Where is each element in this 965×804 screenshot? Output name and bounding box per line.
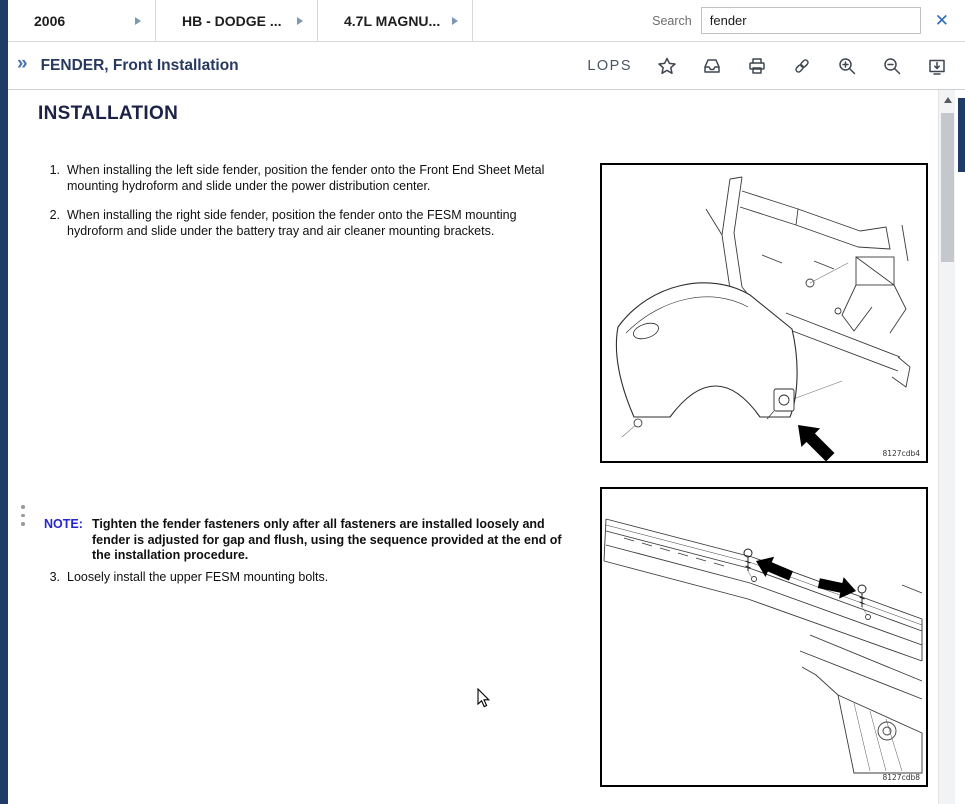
window-left-edge bbox=[0, 0, 8, 804]
splitter-handle[interactable] bbox=[21, 505, 25, 526]
search-input[interactable] bbox=[701, 7, 921, 34]
scroll-up-icon bbox=[944, 97, 952, 103]
step-3-number: 3. bbox=[49, 570, 60, 584]
step-1-text: When installing the left side fender, position the fender onto the Front End Sheet Metal mounting hydroform and slide under the power distribution center. bbox=[67, 163, 545, 193]
figure-fender-fesm-illustration bbox=[602, 165, 926, 461]
close-icon[interactable] bbox=[935, 12, 949, 29]
title-toolbar bbox=[8, 42, 965, 90]
breadcrumb-engine-label: 4.7L MAGNU... bbox=[344, 12, 441, 29]
figure-cowl-bolts-illustration bbox=[602, 489, 926, 785]
send-to-screen-icon[interactable] bbox=[927, 56, 947, 76]
window-right-edge bbox=[958, 98, 965, 172]
toolbar-actions bbox=[587, 56, 965, 76]
procedure-steps bbox=[46, 163, 576, 253]
print-icon[interactable] bbox=[747, 56, 767, 76]
section-heading: INSTALLATION bbox=[38, 103, 179, 124]
search-area bbox=[652, 0, 965, 41]
link-icon[interactable] bbox=[792, 56, 812, 76]
favorite-star-icon[interactable] bbox=[657, 56, 677, 76]
splitter-dot bbox=[21, 522, 25, 526]
chevron-right-icon bbox=[297, 17, 303, 25]
lops-button[interactable]: LOPS bbox=[587, 57, 632, 74]
step-3-text: Loosely install the upper FESM mounting bolts. bbox=[67, 570, 329, 584]
note-text: Tighten the fender fasteners only after all fasteners are installed loosely and fender is adjusted for gap and flush, using the sequence provided at the end of the installation procedure. bbox=[92, 517, 562, 562]
figure-code: 8127cdb4 bbox=[882, 449, 920, 458]
splitter-dot bbox=[21, 505, 25, 509]
step-1 bbox=[46, 163, 576, 194]
breadcrumb-model-dropdown[interactable] bbox=[156, 0, 318, 41]
zoom-in-icon[interactable] bbox=[837, 56, 857, 76]
step-3 bbox=[46, 570, 576, 586]
search-label: Search bbox=[652, 13, 692, 28]
breadcrumb-year-label: 2006 bbox=[34, 12, 66, 29]
breadcrumb-engine-dropdown[interactable] bbox=[318, 0, 473, 41]
page-title: FENDER, Front Installation bbox=[40, 56, 239, 74]
chevron-right-icon bbox=[135, 17, 141, 25]
note-block bbox=[44, 517, 592, 564]
step-2-number: 2. bbox=[49, 208, 60, 222]
chevron-right-icon bbox=[452, 17, 458, 25]
note-label: NOTE: bbox=[44, 517, 83, 531]
document-content bbox=[8, 90, 948, 804]
breadcrumb-model-label: HB - DODGE ... bbox=[182, 12, 282, 29]
step-2-text: When installing the right side fender, position the fender onto the FESM mounting hydroform and slide under the battery tray and air cleaner mounting brackets. bbox=[67, 208, 517, 238]
step-2 bbox=[46, 208, 576, 239]
figure-cowl-bolts bbox=[600, 487, 928, 787]
figure-fender-fesm bbox=[600, 163, 928, 463]
vertical-scrollbar[interactable] bbox=[938, 90, 955, 804]
breadcrumb-bar bbox=[8, 0, 965, 42]
breadcrumb-year-dropdown[interactable] bbox=[8, 0, 156, 41]
scrollbar-thumb[interactable] bbox=[941, 113, 954, 262]
splitter-dot bbox=[21, 514, 25, 518]
figure-code: 8127cdb8 bbox=[882, 773, 920, 782]
stack-tray-icon[interactable] bbox=[702, 56, 722, 76]
step-1-number: 1. bbox=[49, 163, 60, 177]
expand-panel-icon[interactable] bbox=[8, 53, 41, 79]
zoom-out-icon[interactable] bbox=[882, 56, 902, 76]
scrollbar-up-button[interactable] bbox=[939, 90, 956, 110]
